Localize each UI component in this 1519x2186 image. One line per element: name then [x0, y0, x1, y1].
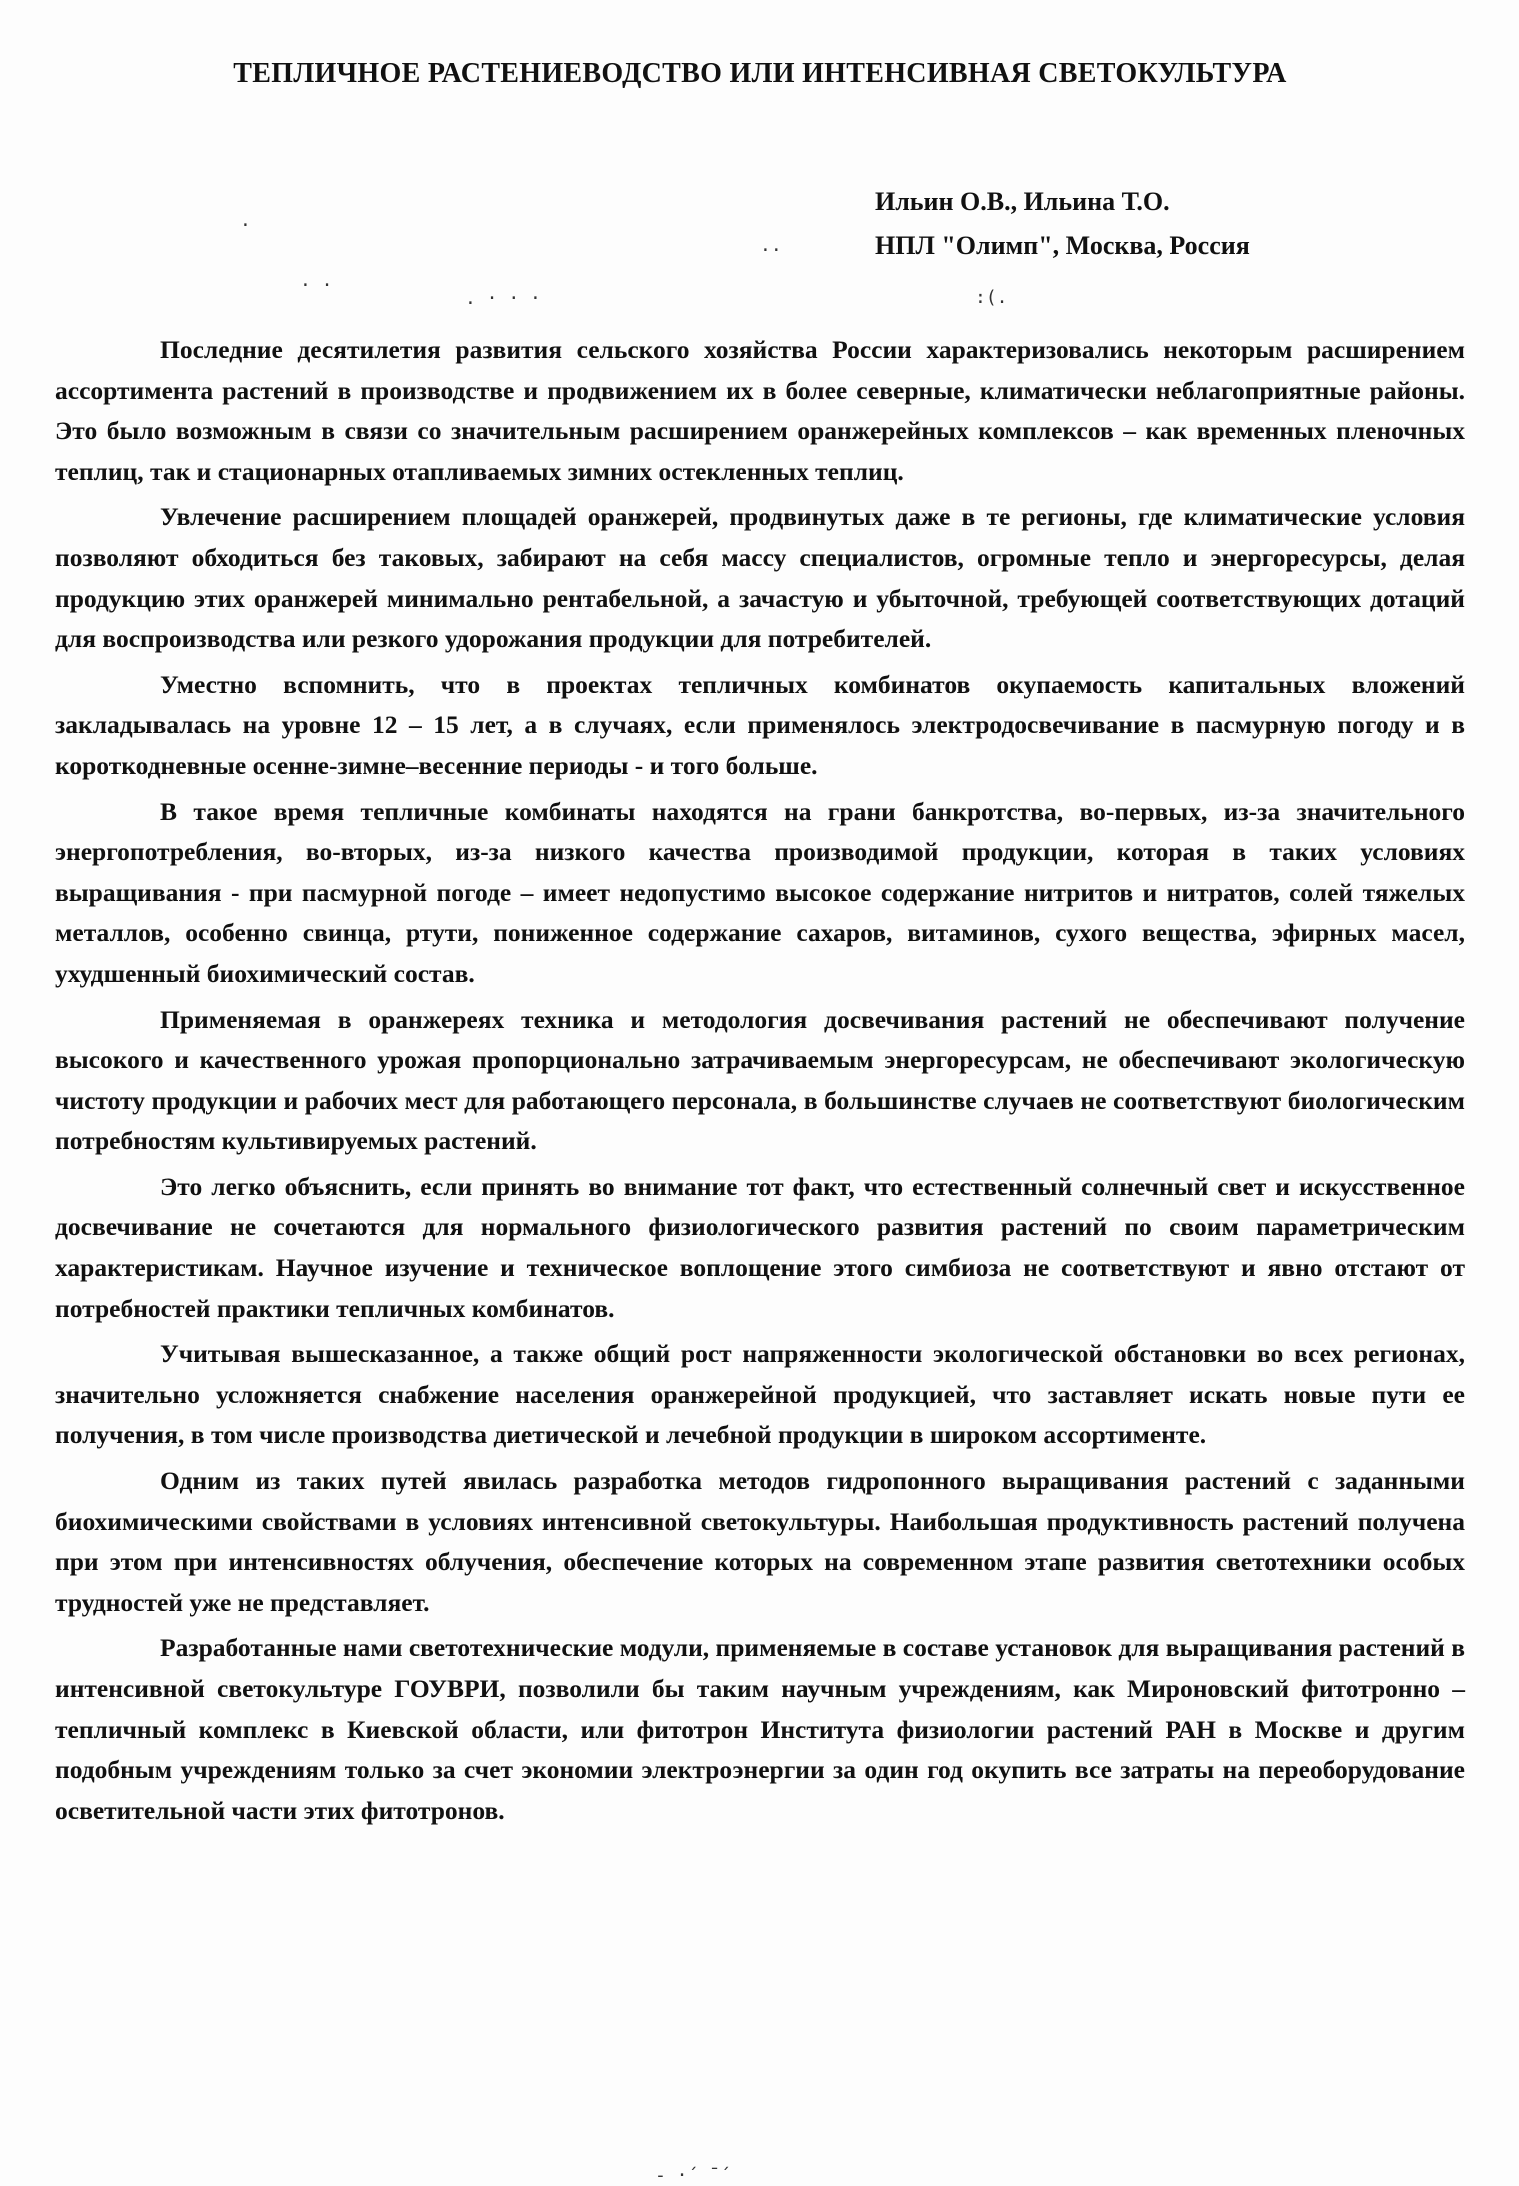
paragraph: Разработанные нами светотехнические модули, применяемые в составе установок для выращивания растений в интенсивной светокультуре ГОУВРИ, позволили бы таким научным учреждениям, как Мироновский фитотронно – тепличный комплекс в Киевской области, или фитотрон Института физиологии растений РАН в Москве и другим подобным учреждениям только за счет экономии электроэнергии за один год окупить все затраты на переоборудование осветительной части этих фитотронов. [55, 1633, 1465, 1825]
document-title: ТЕПЛИЧНОЕ РАСТЕНИЕВОДСТВО ИЛИ ИНТЕНСИВНАЯ СВЕТОКУЛЬТУРА [233, 58, 1287, 89]
authors-line: Ильин О.В., Ильина Т.О. [875, 187, 1170, 216]
affiliation-line: НПЛ "Олимп", Москва, Россия [875, 231, 1250, 260]
paragraph: Уместно вспомнить, что в проектах тепличных комбинатов окупаемость капитальных вложений закладывалась на уровне 12 – 15 лет, а в случаях, если применялось электродосвечивание в пасмурную погоду и в короткодневные осенне-зимне–весенние периоды - и того больше. [55, 669, 1465, 780]
paragraph: Это легко объяснить, если принять во внимание тот факт, что естественный солнечный свет и искусственное досвечивание не сочетаются для нормального физиологического развития растений по своим параметрическим характеристикам. Научное изучение и техническое воплощение этого симбиоза не соответствуют и явно отстают от потребностей практики тепличных комбинатов. [55, 1171, 1465, 1323]
paragraph: Одним из таких путей явилась разработка методов гидропонного выращивания растений с заданными биохимическими свойствами в условиях интенсивной светокультуры. Наибольшая продуктивность растений получена при этом при интенсивностях облучения, обеспечение которых на современном этапе развития светотехники особых трудностей уже не представляет. [55, 1466, 1465, 1617]
scan-speck: · [240, 215, 251, 236]
scan-speck: . · · · [465, 288, 541, 309]
paragraph: В такое время тепличные комбинаты находятся на грани банкротства, во-первых, из-за значительного энергопотребления, во-вторых, из-за низкого качества производимой продукции, которая в таких условиях выращивания - при пасмурной погоде – имеет недопустимо высокое содержание нитритов и нитратов, солей тяжелых металлов, особенно свинца, ртути, пониженное содержание сахаров, витаминов, сухого вещества, эфирных масел, ухудшенный биохимический состав. [55, 796, 1465, 988]
scan-speck: - ·´ ˉ´ [655, 2165, 731, 2186]
paragraph: Применяемая в оранжереях техника и методология досвечивания растений не обеспечивают получение высокого и качественного урожая пропорционально затрачиваемым энергоресурсам, не обеспечивают экологическую чистоту продукции и рабочих мест для работающего персонала, в большинстве случаев не соответствуют биологическим потребностям культивируемых растений. [55, 1004, 1465, 1156]
paragraph: Последние десятилетия развития сельского хозяйства России характеризовались некоторым расширением ассортимента растений в производстве и продвижением их в более северные, климатически неблагоприятные районы. Это было возможным в связи со значительным расширением оранжерейных комплексов – как временных пленочных теплиц, так и стационарных отапливаемых зимних остекленных теплиц. [55, 335, 1465, 486]
paragraph: Увлечение расширением площадей оранжерей, продвинутых даже в те регионы, где климатические условия позволяют обходиться без таковых, забирают на себя массу специалистов, огромные тепло и энергоресурсы, делая продукцию этих оранжерей минимально рентабельной, а зачастую и убыточной, требующей соответствующих дотаций для воспроизводства или резкого удорожания продукции для потребителей. [55, 502, 1465, 654]
scan-speck: .. [760, 235, 782, 256]
document-body [55, 330, 1465, 1836]
scan-speck: · · [300, 275, 333, 296]
paragraph: Учитывая вышесказанное, а также общий рост напряженности экологической обстановки во всех регионах, значительно усложняется снабжение населения оранжерейной продукцией, что заставляет искать новые пути ее получения, в том числе производства диетической и лечебной продукции в широком ассортименте. [55, 1339, 1465, 1450]
author-block [875, 180, 1250, 268]
scan-speck: :(. [975, 287, 1008, 308]
